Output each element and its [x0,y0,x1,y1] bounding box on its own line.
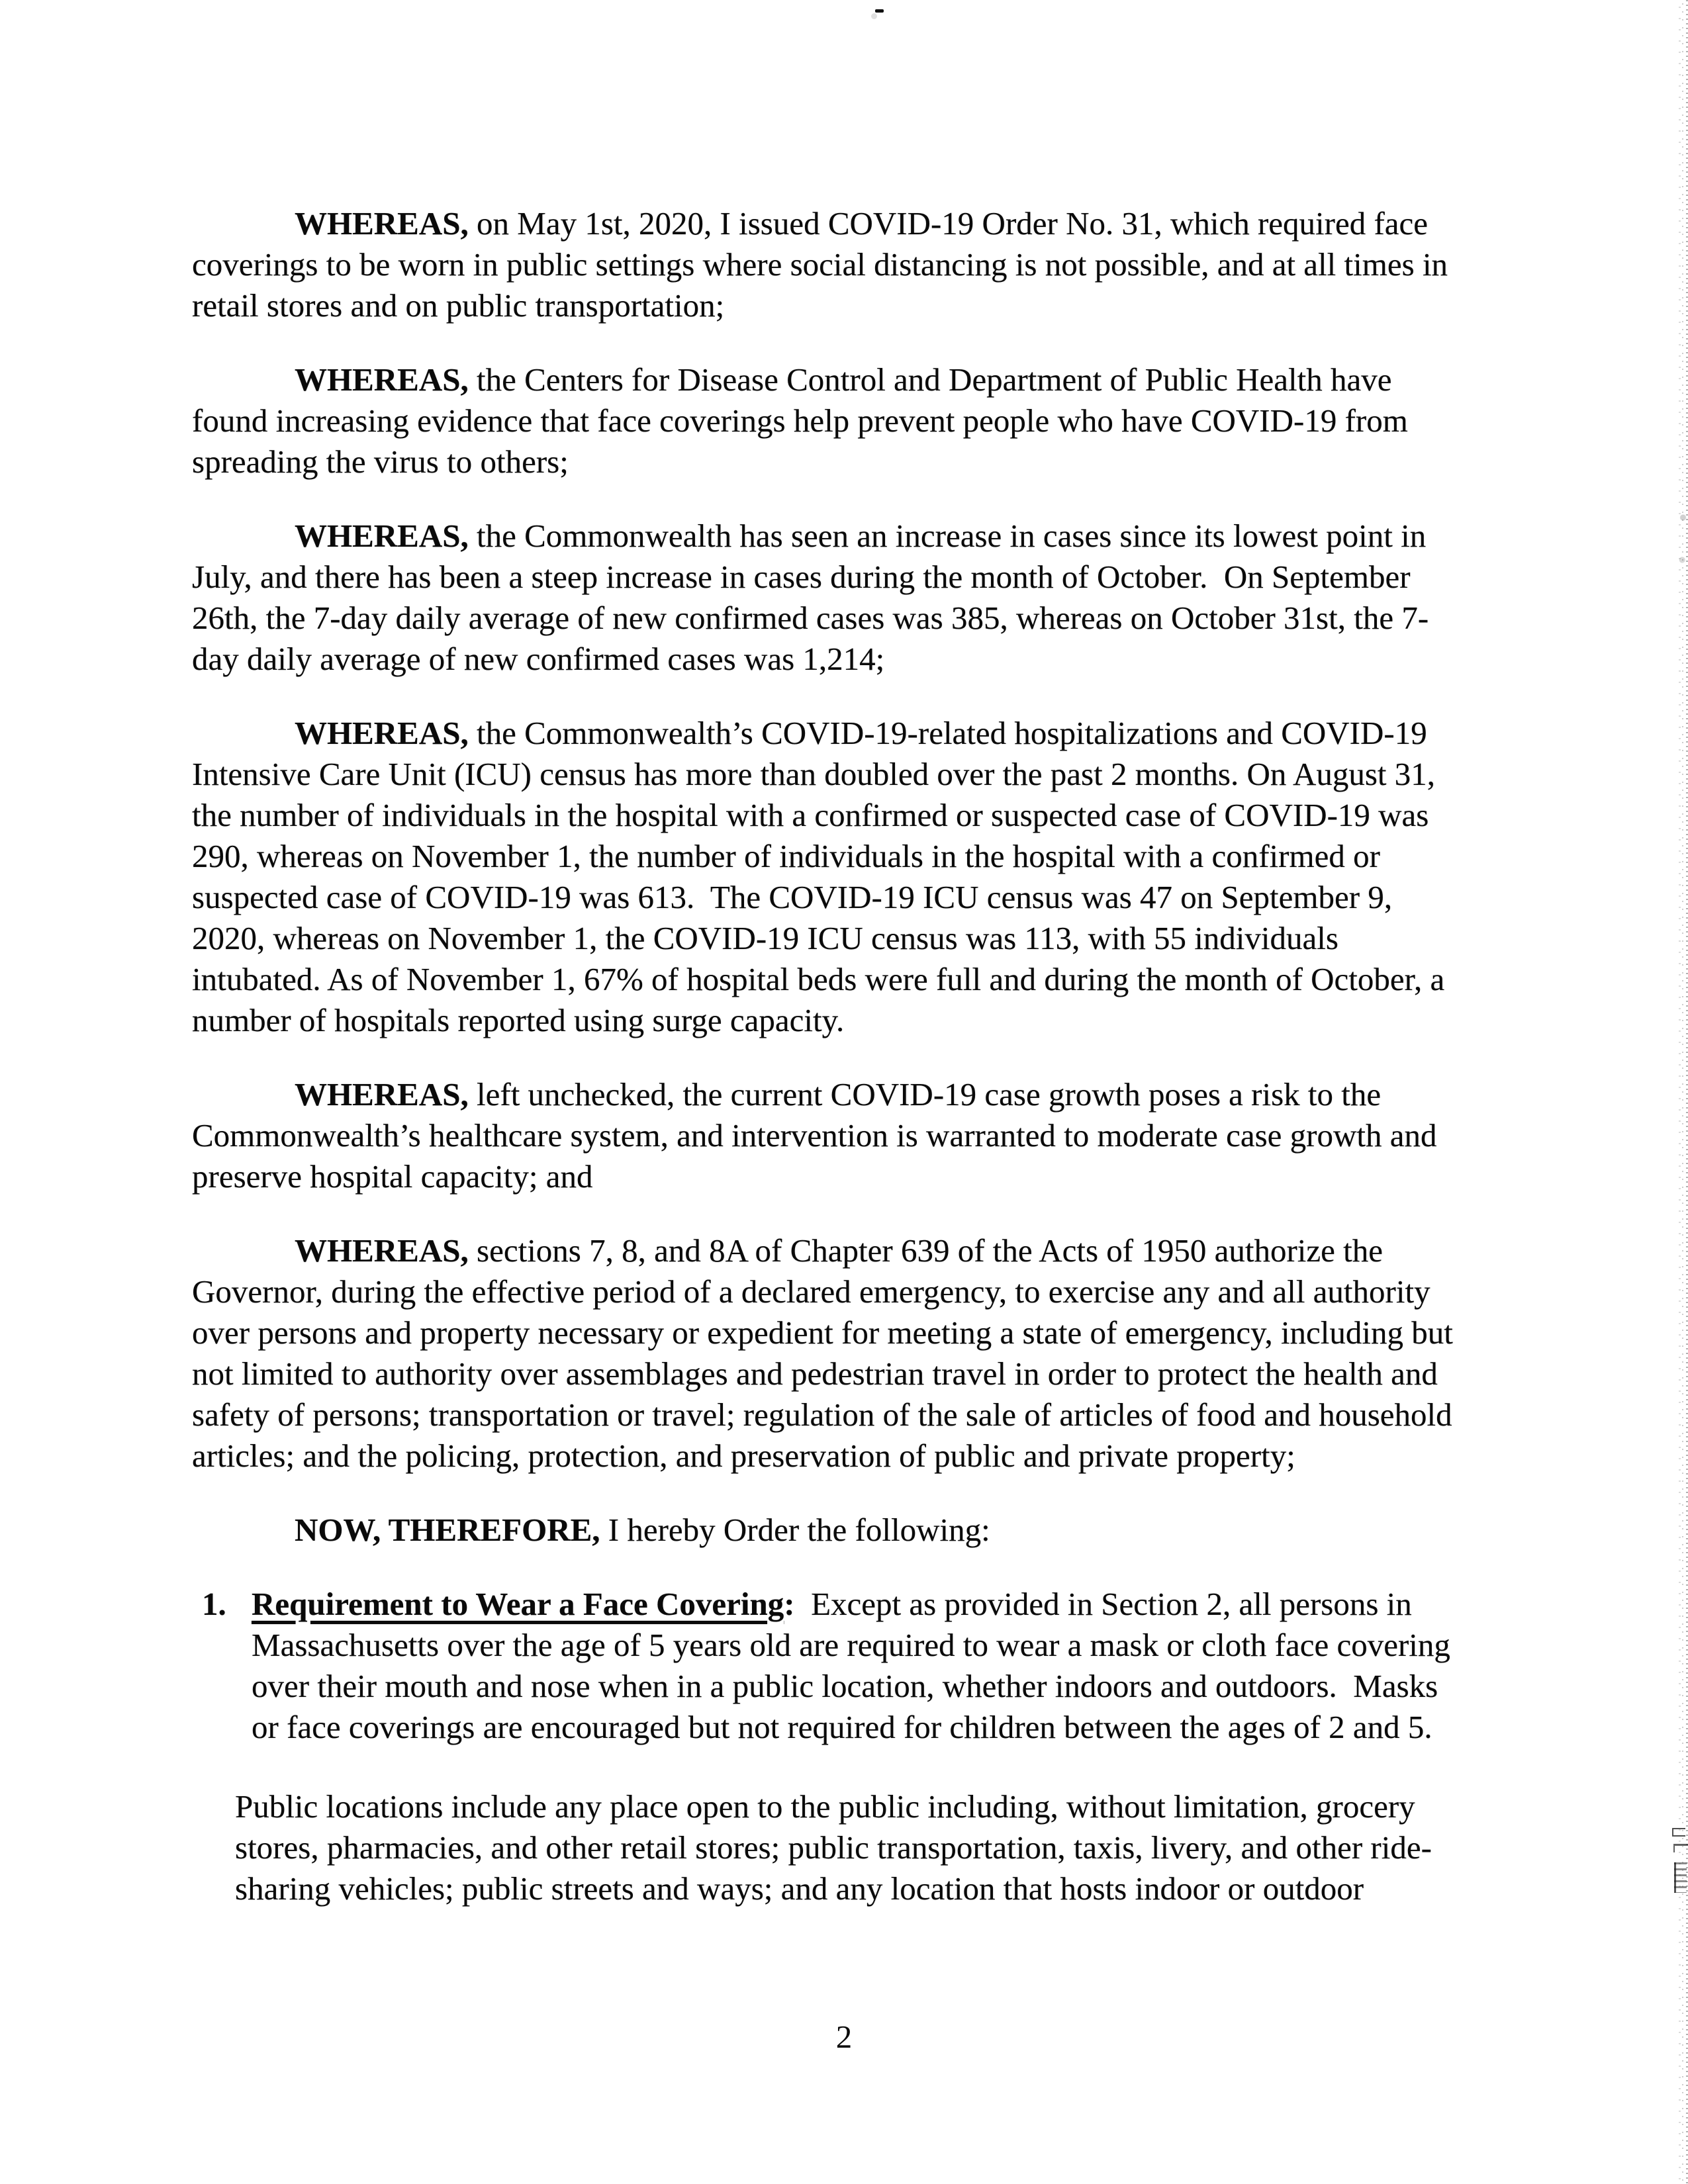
now-therefore-paragraph [192,1510,1456,1551]
paragraph-text: sections 7, 8, and 8A of Chapter 639 of the Acts of 1950 authorize the Governor, during the effective period of a declared emergency, to exercise any and all authority over persons and property necessary or expedient for meeting a state of emergency, including but not limited to authority over assemblages and pedestrian travel in order to protect the health and safety of persons; transportation or travel; regulation of the sale of articles of food and household articles; and the policing, protection, and preservation of public and private property; [192,1232,1462,1474]
whereas-lead: WHEREAS, [295,715,469,751]
scan-speck-right-3 [1674,1862,1687,1893]
scan-smudge-right [1679,496,1687,602]
whereas-paragraph-5 [192,1074,1456,1197]
list-item-number: 1. [202,1586,226,1622]
now-therefore-lead: NOW, THEREFORE, [295,1512,600,1548]
whereas-paragraph-1 [192,203,1456,326]
whereas-lead: WHEREAS, [295,361,469,398]
list-item-1 [192,1584,1459,1748]
executive-order-text [192,203,1462,1909]
paragraph-text: the Centers for Disease Control and Department of Public Health have found increasing evidence that face coverings help prevent people who have COVID-19 from spreading the virus to others; [192,361,1417,480]
paragraph-text: on May 1st, 2020, I issued COVID-19 Order No. 31, which required face coverings to be worn in public settings where social distancing is not possible, and at all times in retail stores and on public transportation; [192,205,1456,324]
paragraph-text: I hereby Order the following: [600,1512,990,1548]
page-number: 2 [835,2019,853,2055]
scan-speck-right-1 [1672,1828,1685,1837]
scan-noise-right-edge [1678,0,1688,2184]
whereas-lead: WHEREAS, [295,1076,469,1113]
scan-speck-top [875,9,884,13]
whereas-lead: WHEREAS, [295,205,469,242]
section-1-continuation: Public locations include any place open to the public including, without limitation, grocery stores, pharmacies, and other retail stores; public transportation, taxis, livery, and other ride-sharing vehicles; public streets and ways; and any location that hosts indoor or outdoor [235,1788,1432,1907]
scan-speck-right-2 [1673,1844,1688,1852]
section-1-heading-colon: : [784,1586,795,1622]
paragraph-text: left unchecked, the current COVID-19 case growth poses a risk to the Commonwealth’s healthcare system, and intervention is warranted to moderate case growth and preserve hospital capacity; and [192,1076,1445,1195]
whereas-lead: WHEREAS, [295,1232,469,1269]
section-1-heading: Requirement to Wear a Face Covering [252,1586,784,1622]
paragraph-text: the Commonwealth has seen an increase in cases since its lowest point in July, and there has been a steep increase in cases during the month of October. On September 26th, the 7-day daily average of new confirmed cases was 385, whereas on October 31st, the 7-day daily average of new confirmed cases was 1,214; [192,518,1434,677]
whereas-paragraph-2 [192,359,1456,482]
section-1-text [252,1584,1459,1748]
whereas-lead: WHEREAS, [295,518,469,554]
paragraph-text: the Commonwealth’s COVID-19-related hospitalizations and COVID-19 Intensive Care Unit (ICU) census has more than doubled over the past 2 months. On August 31, the number of individuals in the hospital with a confirmed or suspected case of COVID-19 was 290, whereas on November 1, the number of individuals in the hospital with a confirmed or suspected case of COVID-19 was 613. The COVID-19 ICU census was 47 on September 9, 2020, whereas on November 1, the COVID-19 ICU census was 113, with 55 individuals intubated. As of November 1, 67% of hospital beds were full and during the month of October, a number of hospitals reported using surge capacity. [192,715,1453,1038]
whereas-paragraph-4 [192,713,1456,1041]
paragraph-text: Except as provided in Section 2, all persons in Massachusetts over the age of 5 years old are required to wear a mask or cloth face covering over their mouth and nose when in a public location, whether indoors and outdoors. Masks or face coverings are encouraged but not required for children between the ages of 2 and 5. [252,1586,1459,1745]
whereas-paragraph-3 [192,516,1456,680]
whereas-paragraph-6 [192,1230,1462,1477]
